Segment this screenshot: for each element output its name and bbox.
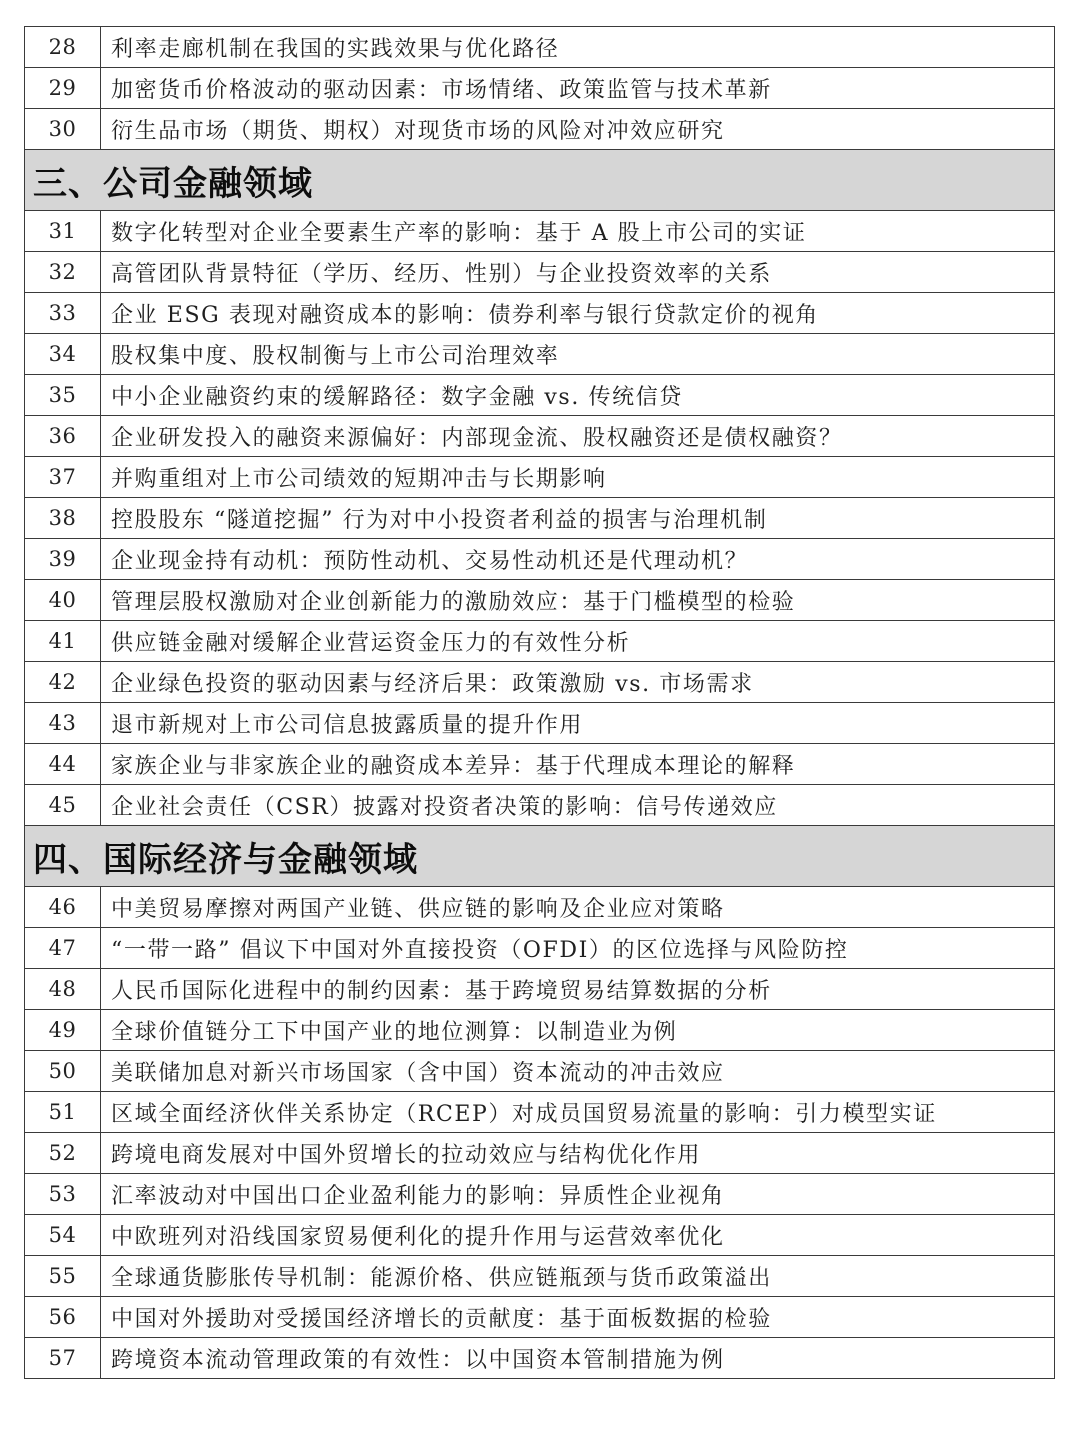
topic-number: 47 [25,928,101,969]
topic-number: 50 [25,1051,101,1092]
topic-row [25,621,1055,662]
topic-row [25,580,1055,621]
topic-table-body [25,27,1055,1379]
topic-row [25,109,1055,150]
topic-row [25,1051,1055,1092]
topic-title: 中美贸易摩擦对两国产业链、供应链的影响及企业应对策略 [101,887,1055,928]
topic-row [25,457,1055,498]
topic-title: “一带一路” 倡议下中国对外直接投资（OFDI）的区位选择与风险防控 [101,928,1055,969]
topic-title: 中小企业融资约束的缓解路径：数字金融 vs. 传统信贷 [101,375,1055,416]
topic-number: 57 [25,1338,101,1379]
topic-number: 37 [25,457,101,498]
topic-number: 31 [25,211,101,252]
topic-row [25,1338,1055,1379]
topic-number: 38 [25,498,101,539]
topic-number: 56 [25,1297,101,1338]
topic-number: 43 [25,703,101,744]
topic-number: 45 [25,785,101,826]
topic-title: 控股股东 “隧道挖掘” 行为对中小投资者利益的损害与治理机制 [101,498,1055,539]
topic-number: 39 [25,539,101,580]
topic-title: 衍生品市场（期货、期权）对现货市场的风险对冲效应研究 [101,109,1055,150]
topic-title: 汇率波动对中国出口企业盈利能力的影响：异质性企业视角 [101,1174,1055,1215]
topic-number: 52 [25,1133,101,1174]
section-heading: 三、公司金融领域 [25,150,1055,211]
topic-row [25,416,1055,457]
topic-row [25,1174,1055,1215]
topic-number: 44 [25,744,101,785]
topic-row [25,68,1055,109]
topic-number: 41 [25,621,101,662]
topic-number: 29 [25,68,101,109]
topic-title: 人民币国际化进程中的制约因素：基于跨境贸易结算数据的分析 [101,969,1055,1010]
topic-row [25,703,1055,744]
topic-title: 管理层股权激励对企业创新能力的激励效应：基于门槛模型的检验 [101,580,1055,621]
topic-number: 53 [25,1174,101,1215]
topic-title: 区域全面经济伙伴关系协定（RCEP）对成员国贸易流量的影响：引力模型实证 [101,1092,1055,1133]
topic-title: 家族企业与非家族企业的融资成本差异：基于代理成本理论的解释 [101,744,1055,785]
topic-row [25,1133,1055,1174]
topic-number: 40 [25,580,101,621]
section-header-row [25,826,1055,887]
topic-number: 46 [25,887,101,928]
topic-row [25,969,1055,1010]
topic-title: 全球通货膨胀传导机制：能源价格、供应链瓶颈与货币政策溢出 [101,1256,1055,1297]
topic-title: 企业绿色投资的驱动因素与经济后果：政策激励 vs. 市场需求 [101,662,1055,703]
topic-row [25,334,1055,375]
topic-row [25,887,1055,928]
topic-title: 企业现金持有动机：预防性动机、交易性动机还是代理动机？ [101,539,1055,580]
topic-row [25,662,1055,703]
topic-row [25,252,1055,293]
topic-title: 企业社会责任（CSR）披露对投资者决策的影响：信号传递效应 [101,785,1055,826]
section-heading: 四、国际经济与金融领域 [25,826,1055,887]
topic-title: 跨境电商发展对中国外贸增长的拉动效应与结构优化作用 [101,1133,1055,1174]
topic-number: 49 [25,1010,101,1051]
topic-number: 32 [25,252,101,293]
topic-title: 全球价值链分工下中国产业的地位测算：以制造业为例 [101,1010,1055,1051]
topic-title: 跨境资本流动管理政策的有效性：以中国资本管制措施为例 [101,1338,1055,1379]
topic-title: 利率走廊机制在我国的实践效果与优化路径 [101,27,1055,68]
topic-title: 供应链金融对缓解企业营运资金压力的有效性分析 [101,621,1055,662]
topic-row [25,211,1055,252]
topic-number: 55 [25,1256,101,1297]
topic-title: 高管团队背景特征（学历、经历、性别）与企业投资效率的关系 [101,252,1055,293]
topic-title: 加密货币价格波动的驱动因素：市场情绪、政策监管与技术革新 [101,68,1055,109]
topic-row [25,785,1055,826]
topic-row [25,498,1055,539]
topic-title: 中国对外援助对受援国经济增长的贡献度：基于面板数据的检验 [101,1297,1055,1338]
topic-title: 企业 ESG 表现对融资成本的影响：债券利率与银行贷款定价的视角 [101,293,1055,334]
topic-number: 33 [25,293,101,334]
topic-number: 28 [25,27,101,68]
topic-row [25,744,1055,785]
topic-number: 35 [25,375,101,416]
topic-title: 退市新规对上市公司信息披露质量的提升作用 [101,703,1055,744]
topic-title: 美联储加息对新兴市场国家（含中国）资本流动的冲击效应 [101,1051,1055,1092]
topic-number: 36 [25,416,101,457]
topic-title: 中欧班列对沿线国家贸易便利化的提升作用与运营效率优化 [101,1215,1055,1256]
topic-row [25,1215,1055,1256]
topic-number: 30 [25,109,101,150]
topic-number: 42 [25,662,101,703]
topic-title: 并购重组对上市公司绩效的短期冲击与长期影响 [101,457,1055,498]
topic-number: 48 [25,969,101,1010]
topic-number: 34 [25,334,101,375]
topic-number: 54 [25,1215,101,1256]
topic-title: 股权集中度、股权制衡与上市公司治理效率 [101,334,1055,375]
topic-row [25,293,1055,334]
topic-row [25,1256,1055,1297]
topic-row [25,928,1055,969]
topic-row [25,375,1055,416]
topic-row [25,27,1055,68]
topic-title: 企业研发投入的融资来源偏好：内部现金流、股权融资还是债权融资？ [101,416,1055,457]
topic-row [25,1297,1055,1338]
topic-row [25,1010,1055,1051]
topic-row [25,1092,1055,1133]
section-header-row [25,150,1055,211]
topic-number: 51 [25,1092,101,1133]
topic-title: 数字化转型对企业全要素生产率的影响：基于 A 股上市公司的实证 [101,211,1055,252]
topic-row [25,539,1055,580]
topic-table [24,26,1055,1379]
